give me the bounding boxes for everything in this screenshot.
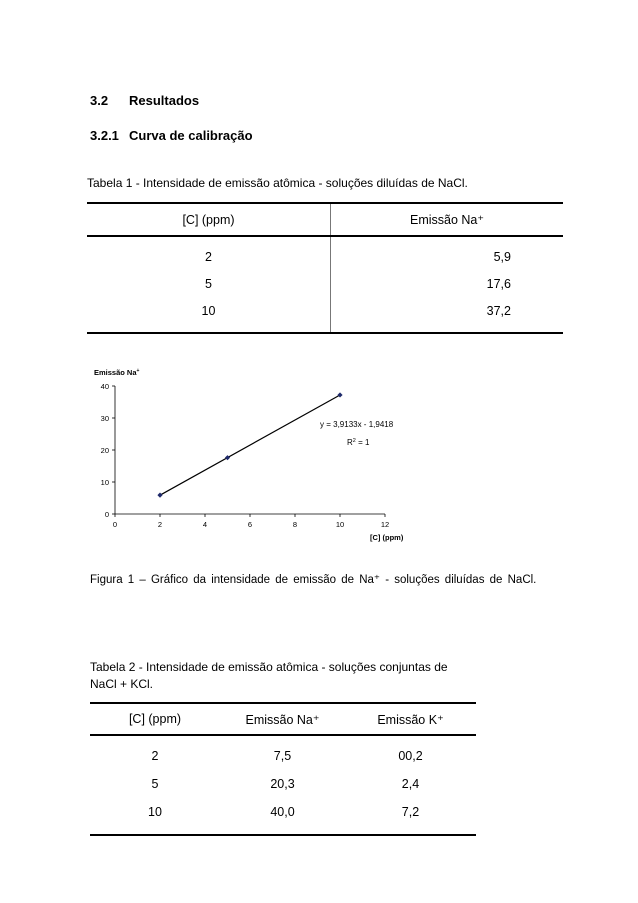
data-point — [225, 455, 230, 460]
chart-r-squared: $R^2 = 1$ — [347, 438, 370, 447]
table-cell: 2 — [151, 749, 159, 763]
y-tick-label: 40 — [100, 382, 109, 391]
table-row — [90, 798, 476, 835]
table-cell: 17,6 — [486, 276, 511, 291]
section-title: Resultados — [129, 93, 200, 108]
table-cell: 10 — [87, 297, 331, 333]
table-cell: 37,2 — [486, 303, 511, 318]
table2-header-emission-na: Emissão Na⁺ — [220, 703, 345, 735]
table-header-row — [87, 203, 563, 236]
table-cell: 2 — [87, 236, 331, 270]
x-tick-label: 10 — [335, 520, 345, 529]
chart-trendline — [160, 395, 340, 495]
chart-axes — [101, 382, 390, 529]
section-number: 3.2 — [90, 93, 109, 108]
x-tick-label: 0 — [112, 520, 118, 529]
table-cell: 7,2 — [401, 805, 420, 819]
chart-xlabel: [C] (ppm) — [370, 533, 404, 542]
x-tick-label: 2 — [157, 520, 163, 529]
x-tick-label: 4 — [202, 520, 208, 529]
data-point — [337, 392, 342, 397]
chart-equation: y = 3,9133x - 1,9418 — [320, 420, 394, 429]
table2-header-concentration: [C] (ppm) — [90, 703, 220, 735]
table2-header-emission-k: Emissão K⁺ — [345, 703, 476, 735]
table-row — [87, 270, 563, 297]
table1-header-emission-na: Emissão Na⁺ — [331, 203, 564, 236]
subsection-number: 3.2.1 — [90, 128, 119, 143]
table-row — [87, 236, 563, 270]
table-cell: 7,5 — [273, 749, 292, 763]
table1 — [87, 202, 563, 334]
figure1-caption: Figura 1 – Gráfico da intensidade de emissão de Na⁺ - soluções diluídas de NaCl. — [90, 574, 537, 586]
chart-ylabel: Emissão Na+ — [94, 368, 140, 377]
table-cell: 5,9 — [493, 249, 511, 264]
table-header-row — [90, 703, 476, 735]
table-cell: 40,0 — [270, 805, 295, 819]
x-tick-label: 12 — [380, 520, 390, 529]
emission-chart — [88, 362, 428, 552]
table-row — [90, 770, 476, 798]
table2-caption-line1: Tabela 2 - Intensidade de emissão atômica - soluções conjuntas de — [90, 660, 448, 674]
table-row — [90, 735, 476, 770]
table1-caption: Tabela 1 - Intensidade de emissão atômica - soluções diluídas de NaCl. — [87, 176, 468, 190]
table1-header-concentration: [C] (ppm) — [87, 203, 331, 236]
data-point — [157, 493, 162, 498]
table2-caption-line2: NaCl + KCl. — [90, 677, 154, 691]
table-cell: 5 — [151, 777, 159, 791]
table-row — [87, 297, 563, 333]
y-tick-label: 10 — [100, 478, 109, 487]
table-cell: 2,4 — [401, 777, 420, 791]
x-tick-label: 6 — [247, 520, 253, 529]
table-cell: 20,3 — [270, 777, 295, 791]
table2 — [90, 702, 476, 836]
x-tick-label: 8 — [292, 520, 298, 529]
y-tick-label: 20 — [100, 446, 109, 455]
table-cell: 00,2 — [398, 749, 423, 763]
subsection-title: Curva de calibração — [129, 128, 253, 143]
y-tick-label: 0 — [104, 510, 109, 519]
y-tick-label: 30 — [100, 414, 109, 423]
table-cell: 10 — [148, 805, 162, 819]
table-cell: 5 — [87, 270, 331, 297]
